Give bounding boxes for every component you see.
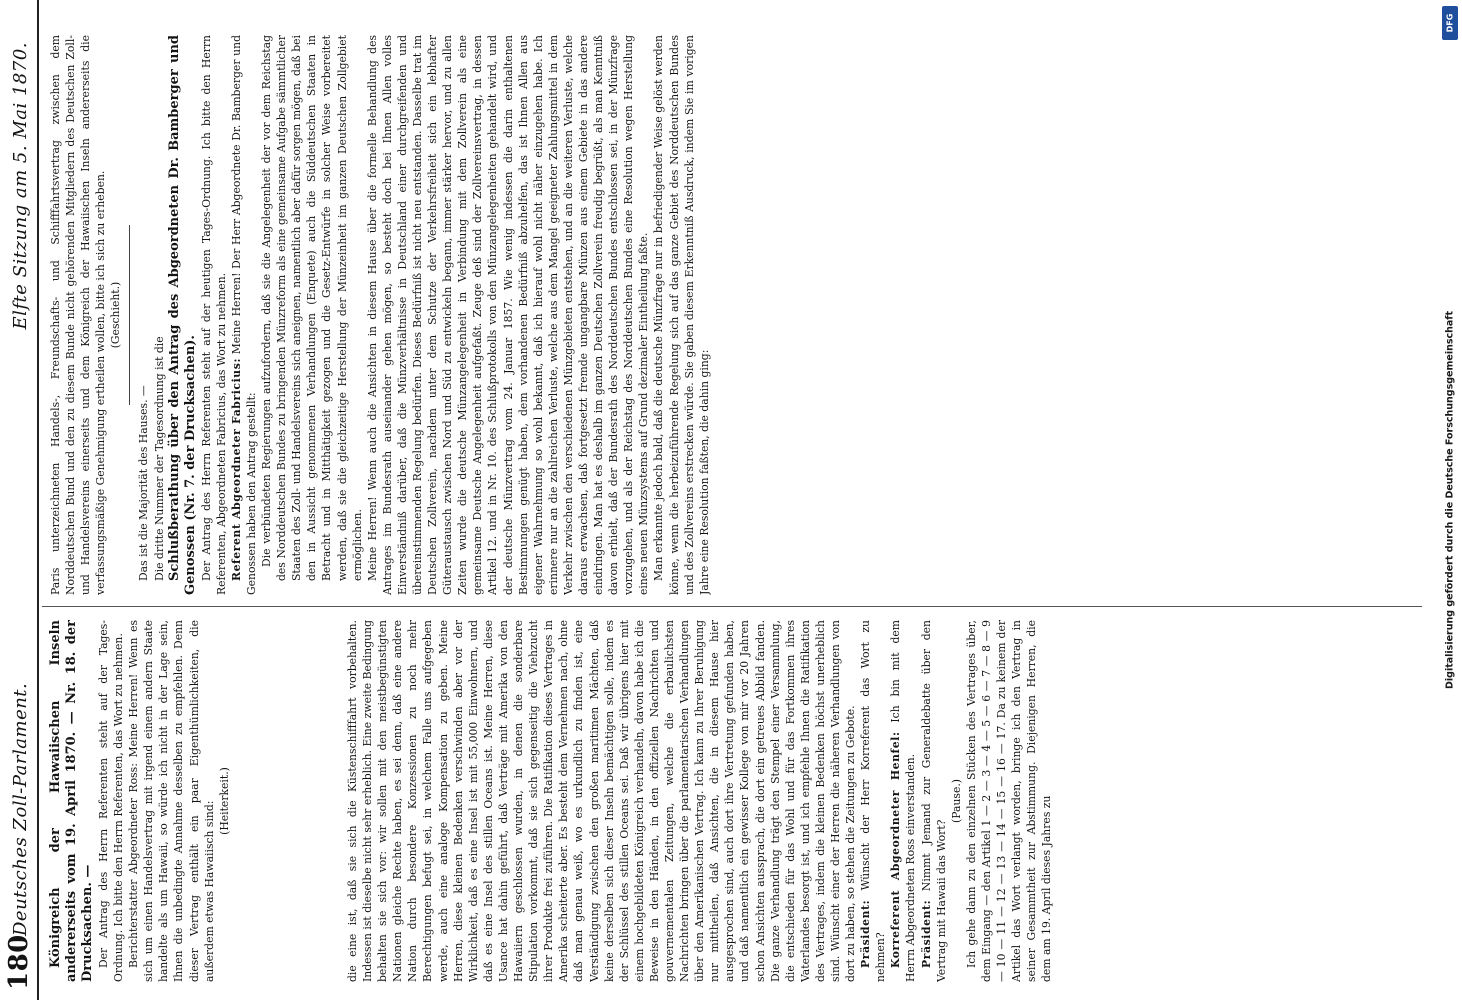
speech-text: Ich bin mit dem Herrn Abgeordneten Ross einverstanden. — [889, 620, 918, 982]
paragraph: Paris unterzeichneten Handels-, Freundschafts- und Schifffahrtsvertrag zwischen dem Norddeutschen Bund und den zu diesem Bunde nicht gehörenden Mitgliedern des Deutschen Zoll- und Handelsvereins einerseits und dem Königreich der Hawaiischen Inseln andererseits die verfassungsmäßige Genehmigung ertheilen wollen, bitte ich sich zu erheben. — [49, 35, 108, 595]
header-rule — [37, 0, 39, 1000]
paragraph: Man erkannte jedoch bald, daß die deutsche Münzfrage nur in befriedigender Weise gelöst werden könne, wenn die herbeizuführende Regelung sich auf das ganze Gebiet des Norddeutschen Bundes und des Zollvereins erstrecken würde. Sie gaben diesem Erkenntniß Ausdruck, indem Sie im vorigen Jahre eine Resolution faßten, die dahin ging: — [652, 35, 711, 595]
speaker-name: Referent Abgeordneter Fabricius: — [229, 357, 243, 581]
paragraph: Ich gehe dann zu den einzelnen Stücken des Vertrages über, dem Eingang — den Artikel 1 — 2 — 3 — 4 — 5 — 6 — 7 — 8 — 9 — 10 — 11 — 12 — 13 — 14 — 15 — 16 — 17. Da zu keinem der Artikel das Wort verlangt worden, bringe ich den Vertrag in seiner Gesammtheit zur Abstimmung. Diejenigen Herren, die dem am 19. April dieses Jahres zu — [964, 620, 1054, 982]
speaker-paragraph — [229, 35, 259, 595]
speaker-name: Korreferent Abgeordneter Henfel: — [889, 731, 903, 968]
speaker-name: Präsident: — [919, 899, 933, 968]
paragraph: Der Antrag des Herrn Referenten steht auf der Tages-Ordnung. Ich bitte den Herrn Referenten, das Wort zu nehmen. — [97, 620, 126, 982]
paragraph: Meine Herren! Wenn auch die Ansichten in diesem Hause über die formelle Behandlung des Antrages im Bundesrath auseinander gehen mögen, so besteht doch bei Ihnen Allen volles Einverständniß darüber, daß die Münzverhältnisse in Deutschland einer durchgreifenden und übereinstimmenden Regelung bedürfen. Dieses Bedürfniß ist nicht neu entstanden. Dasselbe trat im Deutschen Zollverein, nachdem unter dem Schutze der Verkehrsfreiheit sich ein lebhafter Güteraustausch zwischen Nord und Süd zu entwickeln begann, immer stärker hervor, und zu allen Zeiten wurde die deutsche Münzangelegenheit in Verbindung mit dem Zollverein als eine gemeinsame Deutsche Angelegenheit aufgefaßt. Zeuge deß sind der Zollvereinsvertrag, in dessen Artikel 12. und in Nr. 10. des Schlußprotokolls von den Münzangelegenheiten gehandelt wird, und der deutsche Münzvertrag vom 24. Januar 1857. Wie wenig indessen die darin enthaltenen Bestimmungen genügt haben, dem vorhandenen Bedürfniß abzuhelfen, das ist Ihnen Allen aus eigener Wahrnehmung so wohl bekannt, daß ich hierauf wohl nicht näher einzugehen habe. Ich erinnere nur an die zahlreichen Verluste, welche aus dem Mangel geeigneter Zahlungsmittel in dem Verkehr zwischen den verschiedenen Münzgebieten entstehen, und an die weiteren Verluste, welche daraus erwachsen, daß fortgesetzt fremde ungangbare Münzen aus einem Gebiete in das andere eindringen. Man hat es deshalb im ganzen Deutschen Zollverein freudig begrüßt, als man Kenntniß davon erhielt, daß der Bundesrath des Norddeutschen Bundes entschlossen sei, in der Münzfrage vorzugehen, und als der Reichstag des Norddeutschen Bundes eine Resolution wegen Herstellung eines neuen Münzsystems auf Grund dezimaler Eintheilung faßte. — [365, 35, 651, 595]
left-column-top — [48, 620, 338, 982]
running-title-right: Elfte Sitzung am 5. Mai 1870. — [10, 42, 31, 330]
page-header — [0, 0, 40, 1000]
speaker-name: Präsident: — [859, 899, 873, 968]
column-divider — [42, 606, 1422, 607]
quoted-motion: Die verbündeten Regierungen aufzufordern, daß sie die Angelegenheit der vor dem Reichstag des Norddeutschen Bundes zu bringenden Münzreform als eine gemeinsame Aufgabe sämmtlicher Staaten des Zoll- und Handelsvereins sich aneignen, namentlich aber dafür sorgen mögen, daß bei den in Aussicht genommenen Verhandlungen (Enquete) auch die Süddeutschen Staaten in Betracht und in Mitthätigkeit gezogen und die Gesetz-Entwürfe in solcher Weise vorbereitet werden, daß sie die gleichzeitige Herstellung der Münzeinheit im ganzen Deutschen Zollgebiet ermöglichen. — [260, 35, 364, 581]
left-column-bottom — [345, 620, 1425, 982]
speech-text: Wünscht der Herr Korreferent das Wort zu nehmen? — [859, 620, 888, 982]
section-heading-hawaii: Königreich der Hawaiischen Inseln andererseits vom 19. April 1870. — Nr. 18. der Drucksachen. — — [48, 620, 95, 982]
speech-text: Nimmt Jemand zur Generaldebatte über den Vertrag mit Hawaii das Wort? — [919, 620, 948, 982]
speaker-paragraph — [858, 620, 888, 982]
dfg-logo: DFG — [1442, 6, 1458, 40]
section-heading-bamberger: Schlußberathung über den Antrag des Abgeordneten Dr. Bamberger und Genossen (Nr. 7. der Drucksachen). — [166, 35, 198, 595]
paragraph: die eine ist, daß sie sich die Küstenschifffahrt vorbehalten. Indessen ist dieselbe nicht sehr erheblich. Eine zweite Bedingung behalten sie sich vor: wir sollen mit den meistbegünstigten Nationen gleiche Rechte haben, es sei denn, daß eine andere Nation durch besondere Konzessionen zu noch mehr Berechtigungen befugt sei, in welchem Falle uns aufgegeben werde, auch eine analoge Kompensation zu geben. Meine Herren, diese kleinen Bedenken verschwinden aber vor der Wirklichkeit, daß es eine Insel ist mit 55,000 Einwohnern, und daß es eine Insel des stillen Oceans ist. Meine Herren, diese Usance hat dahin geführt, daß Verträge mit Amerika von den Hawaiiern geschlossen wurden, in denen die sonderbare Stipulation vorkommt, daß sie sich gegenseitig die Viehzucht ihrer Produkte frei zuführen. Die Ratifikation dieses Vertrages in Amerika scheiterte aber. Es besteht dem Vernehmen nach, ohne daß man genau weiß, wo es urkundlich zu finden ist, eine Verständigung zwischen den großen maritimen Mächten, daß keine derselben sich dieser Inseln bemächtigen solle, indem es der Schlüssel des stillen Oceans sei. Daß wir übrigens hier mit einem hochgebildeten Königreich verhandeln, davon habe ich die Beweise in den Händen, in den offiziellen Nachrichten und gouvernementalen Zeitungen, welche die erbaulichsten Nachrichten bringen über die parlamentarischen Verhandlungen über den Amerikanischen Vertrag. Ich kann zu Ihrer Beruhigung nur mittheilen, daß Ansichten, die in diesem Hause hier ausgesprochen sind, auch dort ihre Vertretung gefunden haben, und daß namentlich ein gewisser Kollege von mir vor 20 Jahren schon Ansichten aussprach, die dort ein getreues Abbild fanden. Die ganze Verhandlung trägt den Stempel einer Versammlung, die entschieden für das Wohl und für das Fortkommen ihres Vaterlandes besorgt ist, und ich empfehle Ihnen die Ratifikation des Vertrages, indem die kleinen Bedenken höchst unerheblich sind. Wünscht einer der Herren die näheren Verhandlungen von dort zu haben, so stehen die Zeitungen zu Gebote. — [346, 620, 858, 982]
digitization-stamp-text: Digitalisierung gefördert durch die Deutsche Forschungsgemeinschaft — [1444, 311, 1456, 689]
paragraph: Berichterstatter Abgeordneter Ross: Meine Herren! Wenn es sich um einen Handelsvertrag mit irgend einem andern Staate handelte als um Hawaii, so würde ich nicht in der Lage sein, Ihnen die unbedingte Annahme desselben zu empfehlen. Denn dieser Vertrag enthält ein paar Eigenthümlichkeiten, die außerdem etwas Hawaiisch sind: — [127, 620, 216, 982]
separator-rule — [129, 225, 130, 405]
speaker-paragraph — [919, 620, 949, 982]
right-column — [48, 35, 1428, 595]
paragraph: Das ist die Majorität des Hauses. — — [137, 385, 151, 581]
paragraph: Der Antrag des Herrn Referenten steht auf der heutigen Tages-Ordnung. Ich bitte den Herrn Referenten, Abgeordneten Fabricius, das Wort zu nehmen. — [199, 35, 228, 595]
running-title-left: Deutsches Zoll-Parlament. — [10, 682, 31, 936]
speech-text: Meine Herren! Der Herr Abgeordnete Dr. Bamberger und Genossen haben den Antrag gestellt: — [229, 35, 258, 595]
interjection: (Pause.) — [949, 779, 963, 823]
interjection: (Heiterkeit.) — [217, 767, 231, 835]
paragraph: Die dritte Nummer der Tagesordnung ist die — [152, 336, 166, 581]
page-number: 180 — [4, 934, 34, 990]
speaker-paragraph — [888, 620, 918, 982]
digitization-stamp — [1438, 0, 1462, 1000]
interjection: (Geschieht.) — [109, 281, 123, 349]
